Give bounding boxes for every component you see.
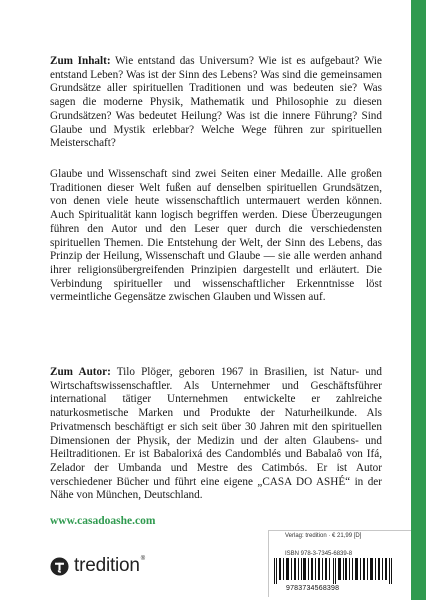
- tredition-logo-icon: [50, 557, 69, 576]
- autor-text: Tilo Plöger, geboren 1967 in Brasilien, ist Natur- und Wirtschaftswissenschaftler. Als Unternehmer und Geschäftsführer international tätiger Unternehmen entwickelte er zahlreiche naturkosmetische Marken und Produkte der Naturheilkunde. Als Privatmensch beschäftigt er sich seit über 30 Jahren mit den spirituellen Dimensionen der Physik, der Medizin und der alten Glaubens- und Heiltraditionen. Er ist Babalorixá des Candomblés und Babalaô von Ifá, Zelador der Umbanda und Mestre des Catimbós. Er ist Autor verschiedener Bücher und führt eine eigene „CASA DO ASHÉ“ in der Nähe von München, Deutschland.: [50, 366, 382, 502]
- isbn-label: ISBN 978-3-7345-6839-8: [285, 551, 353, 557]
- inhalt-label: Zum Inhalt:: [50, 55, 111, 67]
- inhalt-text: Wie entstand das Universum? Wie ist es aufgebaut? Wie entstand Leben? Was ist der Sinn des Lebens? Was sind die gemeinsamen Grundsätze aller spirituellen Traditionen und was bedeuten sie? Was sagen die moderne Physik, Mathematik und Philosophie zu diesen Grundsätzen? Was bedeutet Heilung? Was ist die innere Führung? Sind Glaube und Mystik erlebbar? Welche Wege führen zur spirituellen Meisterschaft?: [50, 55, 382, 150]
- body-paragraph: Glaube und Wissenschaft sind zwei Seiten einer Medaille. Alle großen Traditionen dieser Welt fußen auf denselben spirituellen Grundsätzen, von denen viele heute wissenschaftlich untermauert werden können. Auch Spiritualität kann logisch begriffen werden. Diese Überzeugungen führen den Autor und den Leser quer durch die verschiedensten spirituellen Themen. Die Entstehung der Welt, der Sinn des Lebens, das Prinzip der Heilung, Wissenschaft und Glaube — sie alle werden anhand ihrer religionsübergreifenden Prinzipien dargestellt und erläutert. Die Verbindung spiritueller und wissenschaftlicher Erkenntnisse löst vermeintliche Gegensätze zwischen Glauben und Wissen auf.: [50, 168, 382, 304]
- ean-number: 9783734568398: [286, 585, 340, 592]
- publisher-name: tredition: [74, 555, 140, 576]
- inhalt-paragraph: [50, 55, 382, 151]
- publisher-price: Verlag: tredition · € 21,99 [D]: [285, 533, 362, 539]
- barcode-icon: [272, 558, 402, 584]
- autor-paragraph: [50, 366, 382, 503]
- autor-label: Zum Autor:: [50, 366, 111, 378]
- website-link[interactable]: www.casadoashe.com: [50, 515, 156, 527]
- publisher-logo: [50, 555, 145, 577]
- registered-mark: ®: [140, 556, 146, 562]
- green-spine-strip: [411, 0, 426, 600]
